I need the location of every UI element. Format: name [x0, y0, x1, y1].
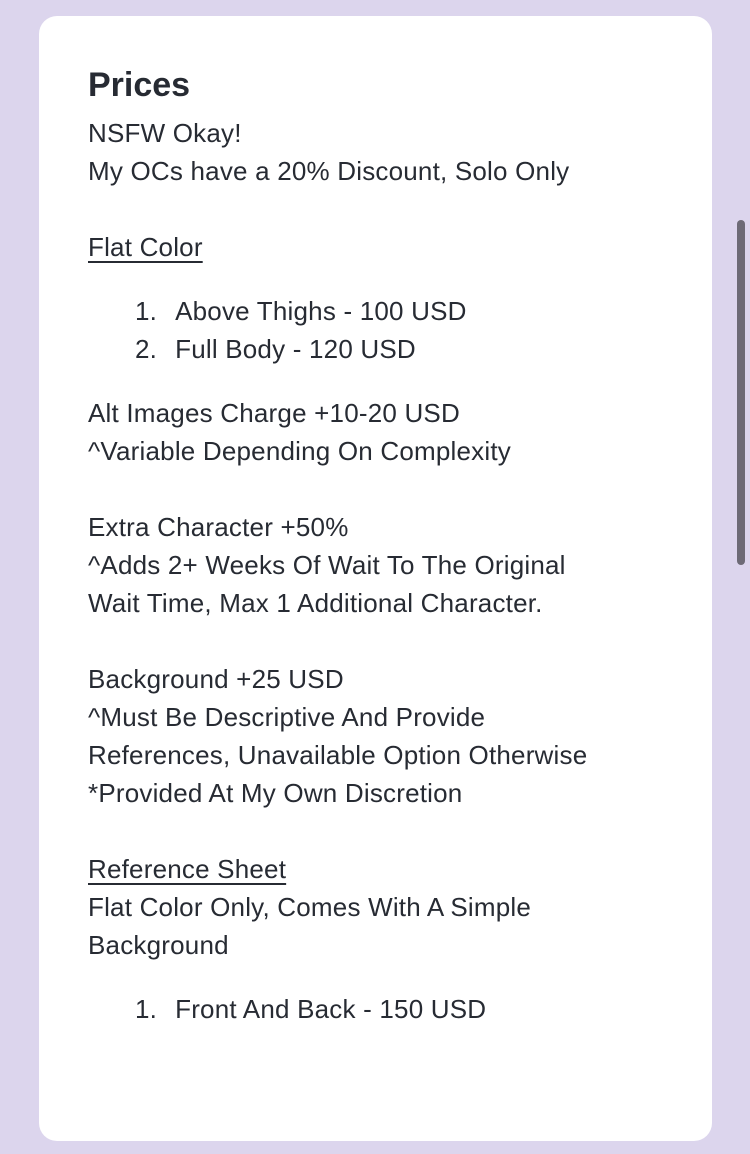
- spacer: [88, 190, 662, 228]
- price-sheet-content: [39, 16, 712, 1028]
- price-item-label: Full Body - 120 USD: [175, 334, 416, 364]
- alt-images-note-line: ^Variable Depending On Complexity: [88, 436, 511, 466]
- price-item-label: Above Thighs - 100 USD: [175, 296, 467, 326]
- reference-sheet-heading: Reference Sheet: [88, 854, 287, 884]
- intro-discount-line: My OCs have a 20% Discount, Solo Only: [88, 156, 570, 186]
- reference-sheet-price-list: [88, 990, 662, 1028]
- flat-color-heading: Flat Color: [88, 232, 203, 262]
- list-item: [135, 330, 662, 368]
- intro-nsfw-line: NSFW Okay!: [88, 118, 242, 148]
- background-charge-line: Background +25 USD: [88, 664, 344, 694]
- vertical-scrollbar-thumb[interactable]: [737, 220, 745, 565]
- list-item: [135, 990, 662, 1028]
- price-item-label: Front And Back - 150 USD: [175, 994, 487, 1024]
- price-sheet-card: [39, 16, 712, 1141]
- alt-images-charge-line: Alt Images Charge +10-20 USD: [88, 398, 460, 428]
- list-item: [135, 292, 662, 330]
- background-note-line: ^Must Be Descriptive And Provide: [88, 702, 486, 732]
- reference-sheet-desc-line: Flat Color Only, Comes With A Simple: [88, 892, 532, 922]
- reference-sheet-desc-line: Background: [88, 930, 229, 960]
- spacer: [88, 622, 662, 660]
- background-note-line: *Provided At My Own Discretion: [88, 778, 463, 808]
- extra-character-note-line: ^Adds 2+ Weeks Of Wait To The Original: [88, 550, 566, 580]
- background-note-line: References, Unavailable Option Otherwise: [88, 740, 588, 770]
- page-title: Prices: [88, 66, 191, 104]
- extra-character-charge-line: Extra Character +50%: [88, 512, 349, 542]
- flat-color-price-list: [88, 292, 662, 368]
- spacer: [88, 812, 662, 850]
- spacer: [88, 470, 662, 508]
- extra-character-note-line: Wait Time, Max 1 Additional Character.: [88, 588, 543, 618]
